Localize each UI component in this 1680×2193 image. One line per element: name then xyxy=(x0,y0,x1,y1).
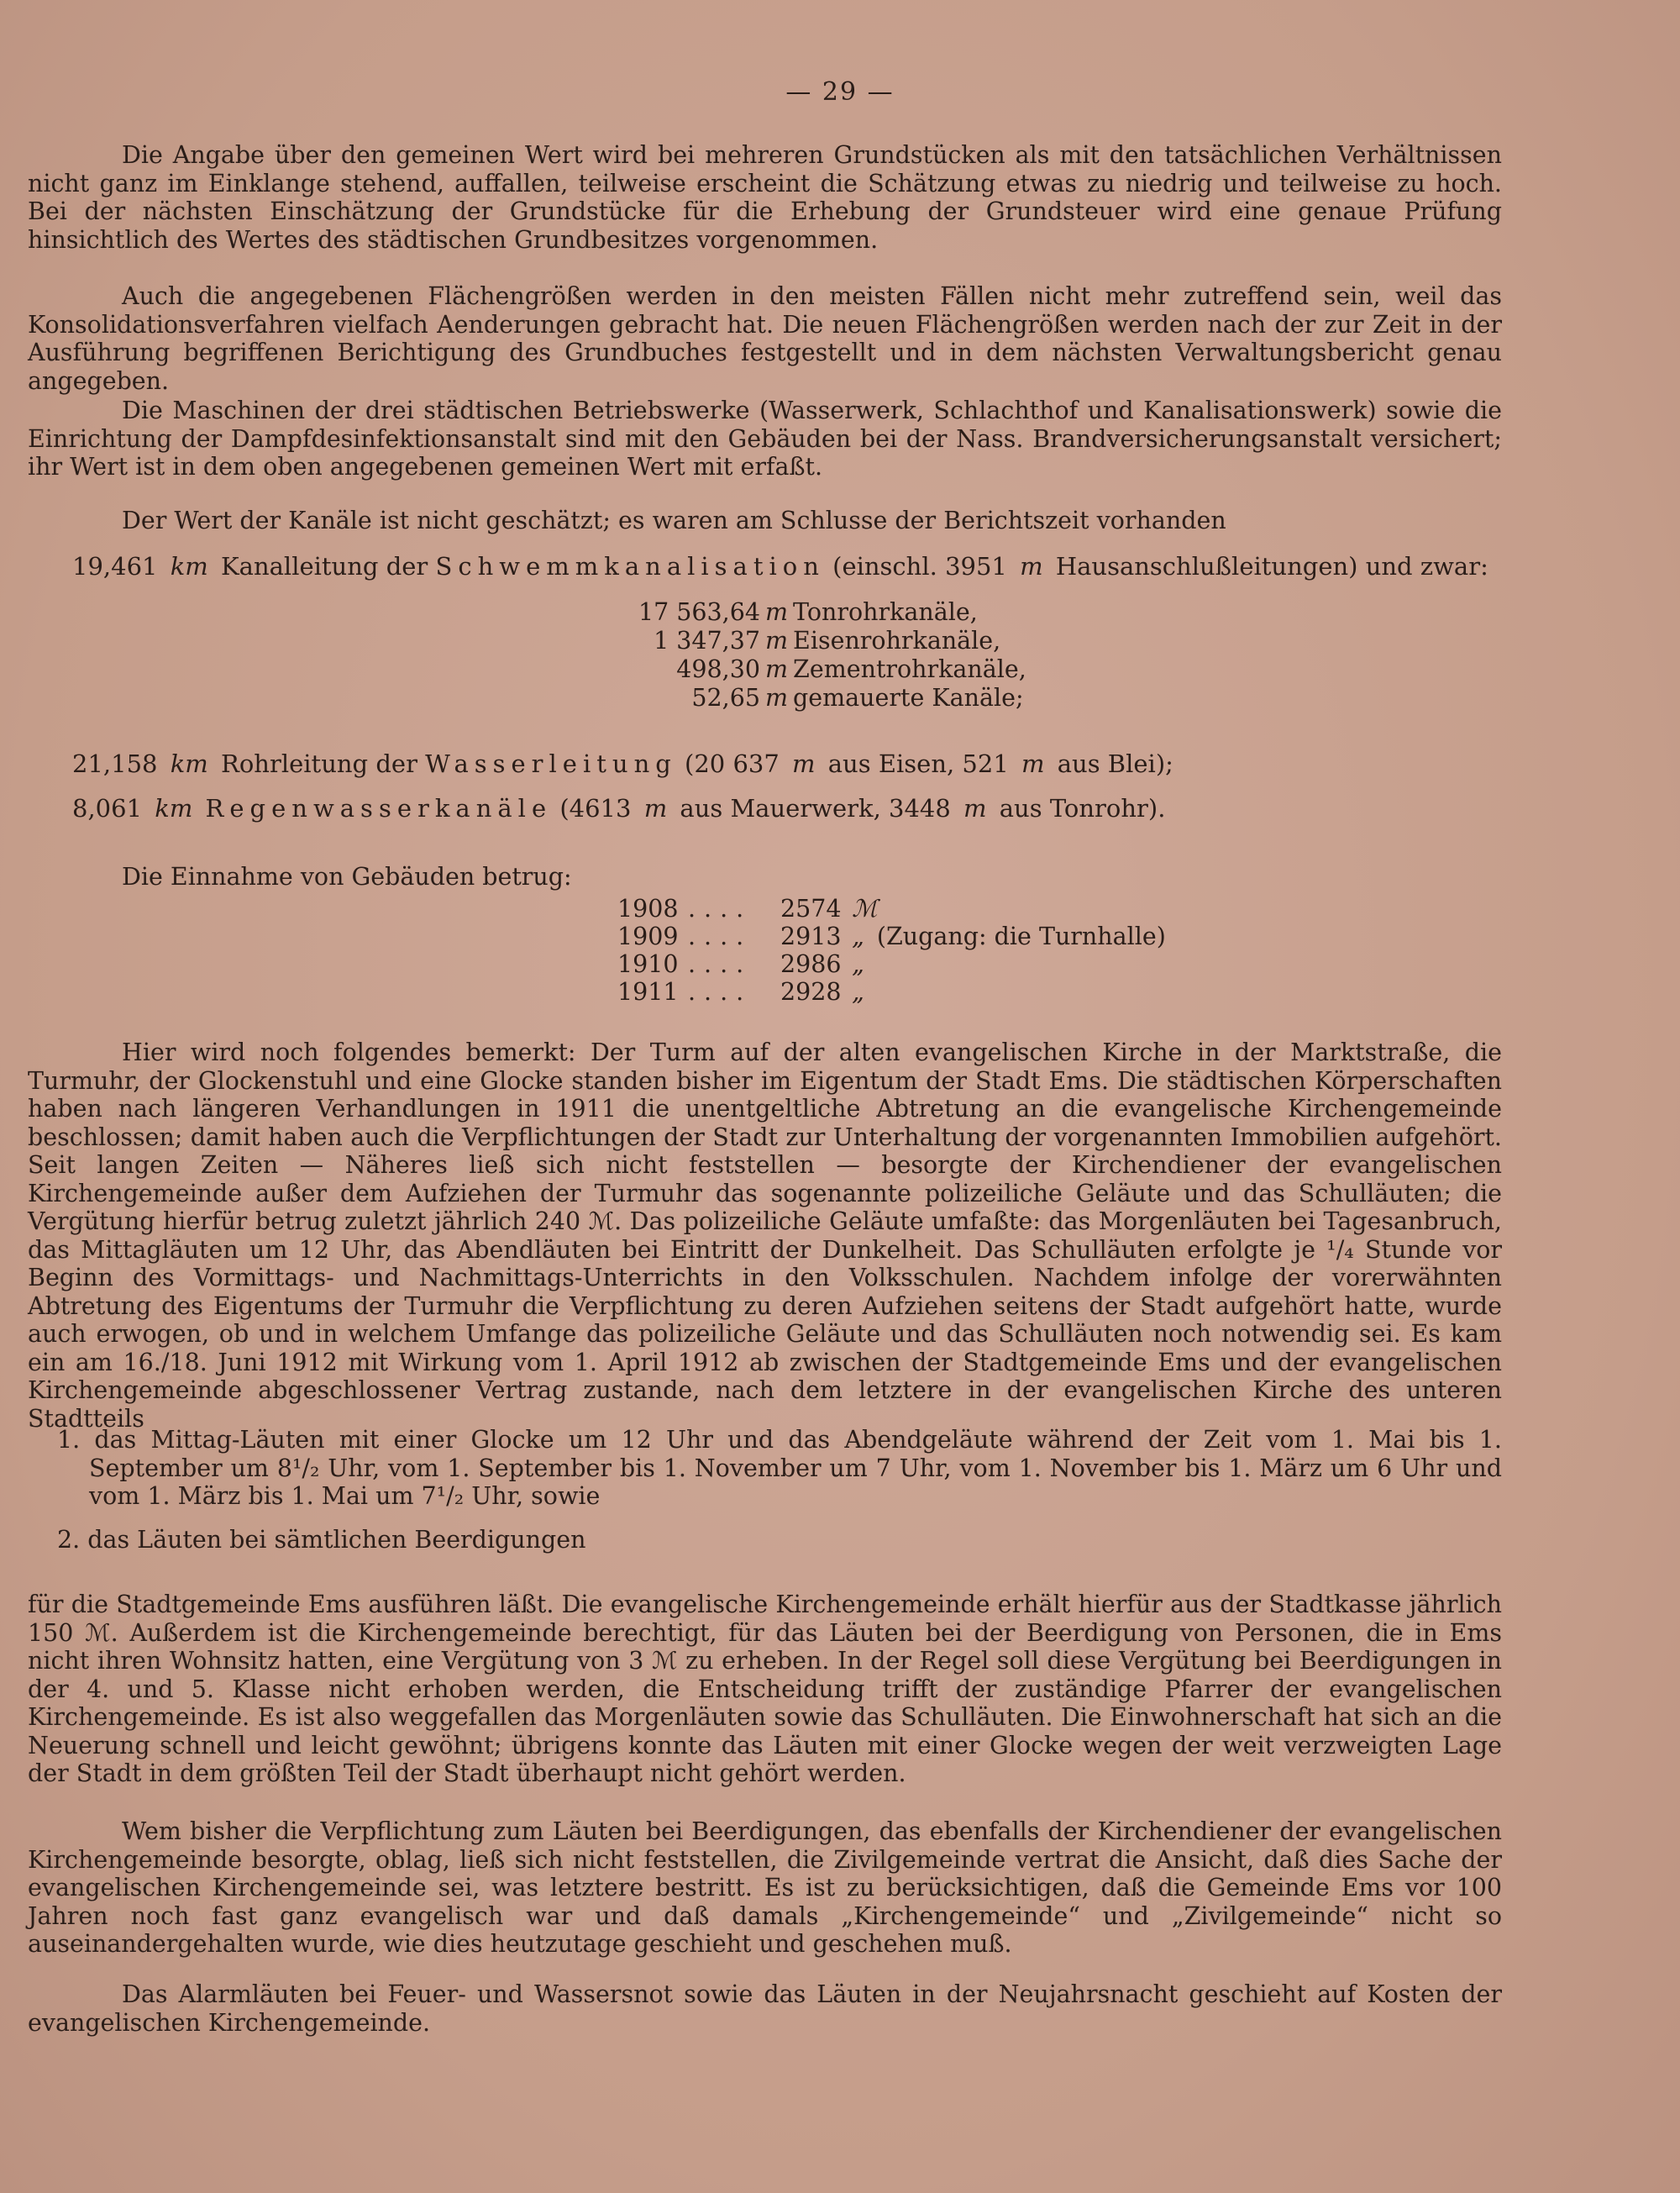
paragraph-text: Auch die angegebenen Flächengrößen werden in den meisten Fällen nicht mehr zutreffend sein, weil das Konsolidationsverfahren vielfach Aenderungen gebracht hat. Die neuen Flächengrößen werden nach der zur Zeit in der Ausführung begriffenen Berichtigung des Grundbuches festgestellt und in dem nächsten Verwaltungsbericht genau angegeben. xyxy=(28,282,1502,395)
paragraph-text: Wem bisher die Verpflichtung zum Läuten bei Beerdigungen, das ebenfalls der Kirchendiener der evangelischen Kirchengemeinde besorgte, oblag, ließ sich nicht feststellen, die Zivilgemeinde vertrat die Ansicht, daß dies Sache der evangelischen Kirchengemeinde sei, was letztere bestritt. Es ist zu berücksichtigen, daß die Gemeinde Ems vor 100 Jahren noch fast ganz evangelisch war und daß damals „Kirchengemeinde“ und „Zivilgemeinde“ nicht so auseinandergehalten wurde, wie dies heutzutage geschieht und geschehen muß. xyxy=(28,1817,1502,1958)
paragraph-text: für die Stadtgemeinde Ems ausführen läßt. Die evangelische Kirchengemeinde erhält hierfür aus der Stadtkasse jährlich 150 ℳ. Außerdem ist die Kirchengemeinde berechtigt, für das Läuten bei der Beerdigung von Personen, die in Ems nicht ihren Wohnsitz hatten, eine Vergütung von 3 ℳ zu erheben. In der Regel soll diese Vergütung bei Beerdigungen in der 4. und 5. Klasse nicht erhoben werden, die Entscheidung trifft der zuständige Pfarrer der evangelischen Kirchengemeinde. Es ist also weggefallen das Morgenläuten sowie das Schulläuten. Die Einwohnerschaft hat sich an die Neuerung schnell und leicht gewöhnt; übrigens konnte das Läuten mit einer Glocke wegen der weit verzweigten Lage der Stadt in dem größten Teil der Stadt überhaupt nicht gehört werden. xyxy=(28,1591,1502,1787)
amount: 2574 xyxy=(780,895,842,923)
paragraph-7 xyxy=(28,1591,1502,1788)
paragraph-5 xyxy=(28,863,1502,891)
year: 1908 xyxy=(617,895,679,923)
line-text: aus Tonrohr). xyxy=(999,794,1166,823)
kanal-unit: m xyxy=(765,655,789,683)
kanal-value: 52,65 xyxy=(691,684,760,712)
kanal-value: 1 347,37 xyxy=(654,627,760,655)
einnahme-row xyxy=(617,978,869,1006)
currency-unit: ℳ xyxy=(852,895,878,923)
wasserleitung-line xyxy=(72,749,1173,778)
year: 1909 xyxy=(617,923,679,950)
length-value: 21,158 xyxy=(72,749,158,778)
length-unit: m xyxy=(1021,749,1045,778)
amount: 2928 xyxy=(780,978,842,1006)
currency-unit: „ xyxy=(852,978,864,1006)
kanal-unit: m xyxy=(765,684,789,712)
line-name: Regenwasserkanäle xyxy=(205,794,553,823)
kanal-unit: m xyxy=(765,627,789,655)
kanal-row xyxy=(569,627,1000,655)
dot-leader: .... xyxy=(688,978,753,1006)
dot-leader: .... xyxy=(688,950,753,978)
paragraph-8 xyxy=(28,1817,1502,1959)
currency-unit: „ xyxy=(852,950,864,978)
einnahme-row xyxy=(617,923,1166,950)
schwemmkanalisation-line xyxy=(72,552,1488,581)
paragraph-2 xyxy=(28,282,1502,395)
list-item: 2. das Läuten bei sämtlichen Beerdigungen xyxy=(57,1525,586,1554)
length-unit: m xyxy=(1020,552,1043,581)
kanal-label: Tonrohrkanäle, xyxy=(793,598,978,626)
paragraph-6 xyxy=(28,1039,1502,1433)
regenwasserkanaele-line xyxy=(72,794,1165,823)
list-item: 1. das Mittag-Läuten mit einer Glocke um 12 Uhr und das Abendgeläute während der Zeit vom 1. Mai bis 1. September um 8¹/₂ Uhr, vom 1. September bis 1. November um 7 Uhr, vom 1. November bis 1. März um 6 Uhr und vom 1. März bis 1. Mai um 7¹/₂ Uhr, sowie xyxy=(57,1426,1502,1510)
paragraph-text: Der Wert der Kanäle ist nicht geschätzt; es waren am Schlusse der Berichtszeit vorhanden xyxy=(122,507,1226,534)
line-text: aus Mauerwerk, 3448 xyxy=(680,794,951,823)
dot-leader: .... xyxy=(688,895,753,923)
length-unit: m xyxy=(963,794,987,823)
kanal-label: gemauerte Kanäle; xyxy=(793,684,1024,712)
dot-leader: .... xyxy=(688,923,753,950)
line-name: Schwemmkanalisation xyxy=(435,552,825,581)
line-text: aus Blei); xyxy=(1057,749,1173,778)
length-value: 19,461 xyxy=(72,552,158,581)
line-text: Hausanschlußleitungen) und zwar: xyxy=(1055,552,1488,581)
paragraph-text: Die Angabe über den gemeinen Wert wird bei mehreren Grundstücken als mit den tatsächlichen Verhältnissen nicht ganz im Einklange stehend, auffallen, teilweise erscheint die Schätzung etwas zu niedrig und teilweise zu hoch. Bei der nächsten Einschätzung der Grundstücke für die Erhebung der Grundsteuer wird eine genaue Prüfung hinsichtlich des Wertes des städtischen Grundbesitzes vorgenommen. xyxy=(28,141,1502,254)
line-text: (4613 xyxy=(559,794,632,823)
row-note: (Zugang: die Turnhalle) xyxy=(876,923,1166,950)
paragraph-3 xyxy=(28,397,1502,481)
amount: 2913 xyxy=(780,923,842,950)
amount: 2986 xyxy=(780,950,842,978)
kanal-label: Zementrohrkanäle, xyxy=(793,655,1026,683)
line-text: aus Eisen, 521 xyxy=(827,749,1009,778)
year: 1911 xyxy=(617,978,679,1006)
length-unit: m xyxy=(792,749,816,778)
paragraph-1 xyxy=(28,141,1502,254)
kanal-label: Eisenrohrkanäle, xyxy=(793,627,1001,655)
kanal-row xyxy=(569,655,1026,683)
paragraph-text: Hier wird noch folgendes bemerkt: Der Turm auf der alten evangelischen Kirche in der Marktstraße, die Turmuhr, der Glockenstuhl und eine Glocke standen bisher im Eigentum der Stadt Ems. Die städtischen Körperschaften haben nach längeren Verhandlungen in 1911 die unentgeltliche Abtretung an die evangelische Kirchengemeinde beschlossen; damit haben auch die Verpflichtungen der Stadt zur Unterhaltung der vorgenannten Immobilien aufgehört. Seit langen Zeiten — Näheres ließ sich nicht feststellen — besorgte der Kirchendiener der evangelischen Kirchengemeinde außer dem Aufziehen der Turmuhr das sogenannte polizeiliche Geläute und das Schulläuten; die Vergütung hierfür betrug zuletzt jährlich 240 ℳ. Das polizeiliche Geläute umfaßte: das Morgenläuten bei Tagesanbruch, das Mittagläuten um 12 Uhr, das Abendläuten bei Eintritt der Dunkelheit. Das Schulläuten erfolgte je ¹/₄ Stunde vor Beginn des Vormittags- und Nachmittags-Unterrichts in den Volksschulen. Nachdem infolge der vorerwähnten Abtretung des Eigentums der Turmuhr die Verpflichtung zu deren Aufziehen seitens der Stadt aufgehört hatte, wurde auch erwogen, ob und in welchem Umfange das polizeiliche Geläute und das Schulläuten noch notwendig sei. Es kam ein am 16./18. Juni 1912 mit Wirkung vom 1. April 1912 ab zwischen der Stadtgemeinde Ems und der evangelischen Kirchengemeinde abgeschlossener Vertrag zustande, nach dem letztere in der evangelischen Kirche des unteren Stadtteils xyxy=(28,1039,1502,1433)
einnahme-row xyxy=(617,895,883,923)
kanal-value: 498,30 xyxy=(676,655,760,683)
line-text: (einschl. 3951 xyxy=(832,552,1007,581)
length-unit: km xyxy=(155,794,193,823)
kanal-value: 17 563,64 xyxy=(638,598,760,626)
line-text: (20 637 xyxy=(685,749,780,778)
length-unit: m xyxy=(643,794,668,823)
kanal-row xyxy=(569,598,978,626)
paragraph-4 xyxy=(28,507,1502,535)
kanal-row xyxy=(569,684,1024,712)
paragraph-text: Die Einnahme von Gebäuden betrug: xyxy=(122,863,572,891)
line-text: Rohrleitung der xyxy=(221,749,417,778)
einnahme-row xyxy=(617,950,869,978)
length-value: 8,061 xyxy=(72,794,143,823)
kanal-unit: m xyxy=(765,598,789,626)
length-unit: km xyxy=(170,749,208,778)
paragraph-text: Die Maschinen der drei städtischen Betriebswerke (Wasserwerk, Schlachthof und Kanalisationswerk) sowie die Einrichtung der Dampfdesinfektionsanstalt sind mit den Gebäuden bei der Nass. Brandversicherungsanstalt versichert; ihr Wert ist in dem oben angegebenen gemeinen Wert mit erfaßt. xyxy=(28,397,1502,481)
line-text: Kanalleitung der xyxy=(221,552,428,581)
length-unit: km xyxy=(170,552,208,581)
paragraph-text: Das Alarmläuten bei Feuer- und Wassersnot sowie das Läuten in der Neujahrsnacht geschieht auf Kosten der evangelischen Kirchengemeinde. xyxy=(28,1980,1502,2037)
page-number: — 29 — xyxy=(785,77,895,107)
paragraph-9 xyxy=(28,1980,1502,2037)
laeuten-list xyxy=(57,1426,1502,1554)
line-name: Wasserleitung xyxy=(425,749,677,778)
currency-unit: „ xyxy=(852,923,864,950)
year: 1910 xyxy=(617,950,679,978)
